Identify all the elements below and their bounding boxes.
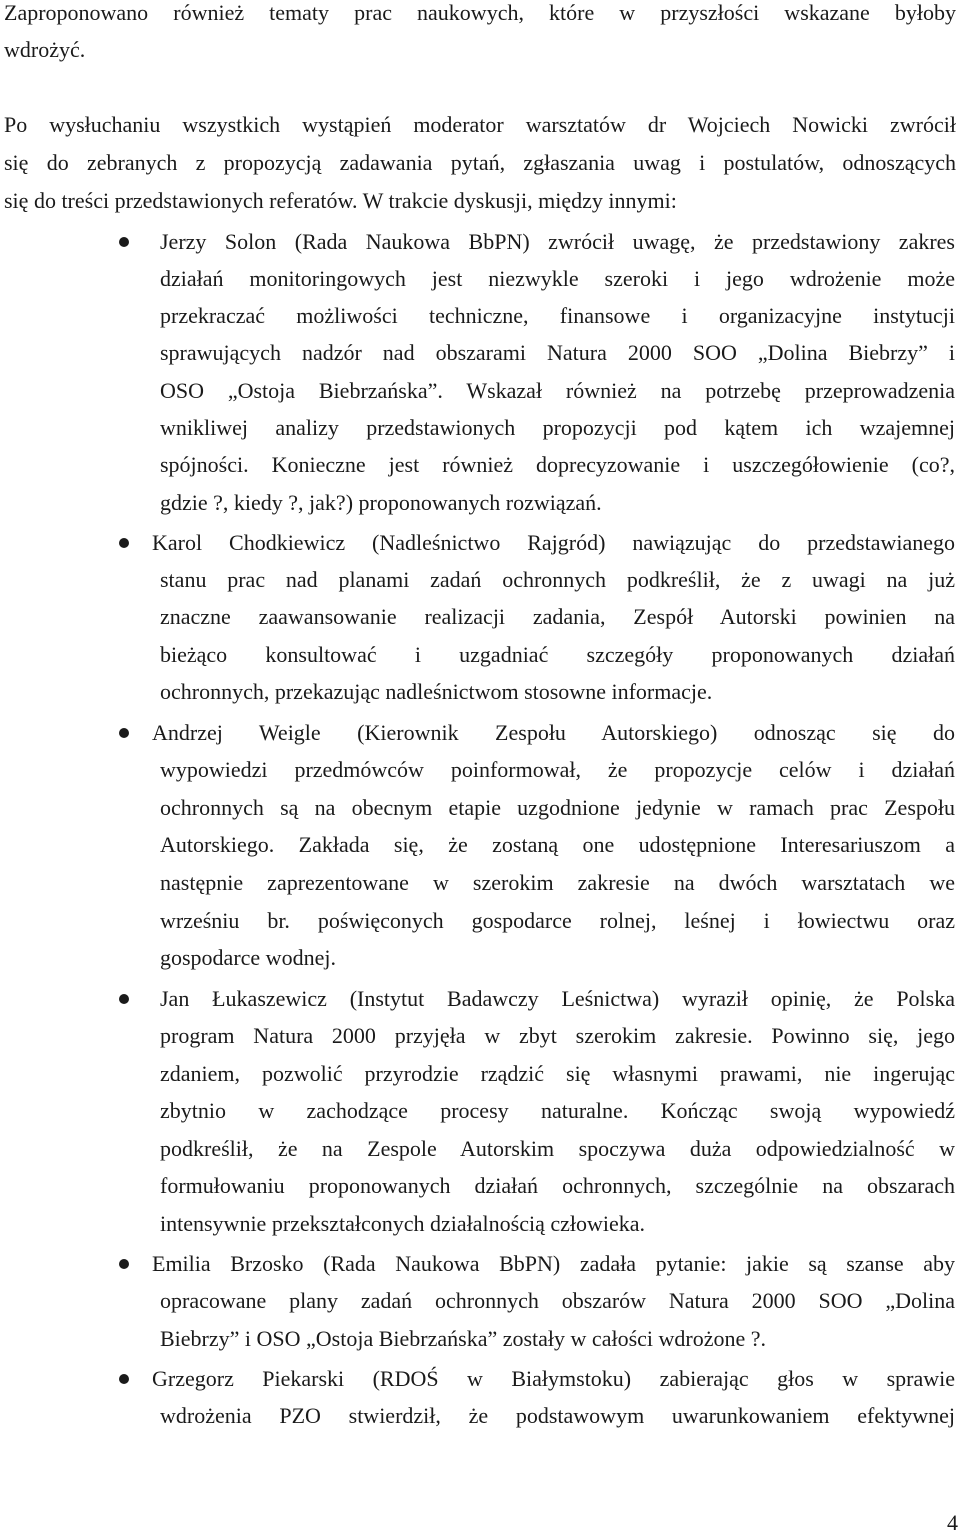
- text-line: działań monitoringowych jest niezwykle szeroki i jego wdrożenie może: [160, 266, 955, 291]
- bullet-dot-icon: [119, 1374, 129, 1384]
- text-line: wrześniu br. poświęconych gospodarce rolnej, leśnej i łowiectwu oraz: [160, 908, 955, 933]
- text-line: intensywnie przekształconych działalnością człowieka.: [160, 1211, 646, 1236]
- text-line: przekraczać możliwości techniczne, finansowe i organizacyjne instytucji: [160, 303, 955, 328]
- text-line: wdrożyć.: [4, 37, 86, 62]
- text-line: Biebrzy” i OSO „Ostoja Biebrzańska” zostały w całości wdrożone ?.: [160, 1326, 767, 1351]
- text-line: gdzie ?, kiedy ?, jak?) proponowanych rozwiązań.: [160, 490, 602, 515]
- page-number: 4: [947, 1510, 958, 1535]
- text-line: następnie zaprezentowane w szerokim zakresie na dwóch warsztatach we: [160, 870, 955, 895]
- text-line: się do zebranych z propozycją zadawania pytań, zgłaszania uwag i postulatów, odnoszących: [4, 150, 956, 175]
- text-line: spójności. Konieczne jest również doprecyzowanie i uszczegółowienie (co?,: [160, 452, 955, 477]
- text-line: ochronnych, przekazując nadleśnictwom stosowne informacje.: [160, 679, 713, 704]
- text-line: Jerzy Solon (Rada Naukowa BbPN) zwrócił uwagę, że przedstawiony zakres: [160, 229, 955, 254]
- text-line: wdrożenia PZO stwierdził, że podstawowym uwarunkowaniem efektywnej: [160, 1403, 955, 1428]
- text-line: zbytnio w zachodzące procesy naturalne. Kończąc swoją wypowiedź: [160, 1098, 955, 1123]
- bullet-dot-icon: [119, 1259, 129, 1269]
- bullet-dot-icon: [119, 994, 129, 1004]
- text-line: stanu prac nad planami zadań ochronnych podkreślił, że z uwagi na już: [160, 567, 955, 592]
- text-line: Zaproponowano również tematy prac naukowych, które w przyszłości wskazane byłoby: [4, 0, 956, 25]
- text-line: Po wysłuchaniu wszystkich wystąpień moderator warsztatów dr Wojciech Nowicki zwrócił: [4, 112, 956, 137]
- text-line: wypowiedzi przedmówców poinformował, że propozycje celów i działań: [160, 757, 955, 782]
- text-line: Emilia Brzosko (Rada Naukowa BbPN) zadała pytanie: jakie są szanse aby: [152, 1251, 955, 1276]
- text-line: Karol Chodkiewicz (Nadleśnictwo Rajgród) nawiązując do przedstawianego: [152, 530, 955, 555]
- text-line: ochronnych są na obecnym etapie uzgodnione jedynie w ramach prac Zespołu: [160, 795, 955, 820]
- text-line: program Natura 2000 przyjęła w zbyt szerokim zakresie. Powinno się, jego: [160, 1023, 955, 1048]
- text-line: Autorskiego. Zakłada się, że zostaną one udostępnione Interesariuszom a: [160, 832, 955, 857]
- bullet-dot-icon: [119, 538, 129, 548]
- text-line: OSO „Ostoja Biebrzańska”. Wskazał również na potrzebę przeprowadzenia: [160, 378, 955, 403]
- text-line: się do treści przedstawionych referatów. W trakcie dyskusji, między innymi:: [4, 188, 677, 213]
- text-line: Andrzej Weigle (Kierownik Zespołu Autorskiego) odnosząc się do: [152, 720, 955, 745]
- text-line: zdaniem, pozwolić przyrodzie rządzić się własnymi prawami, nie ingerując: [160, 1061, 955, 1086]
- text-line: Grzegorz Piekarski (RDOŚ w Białymstoku) zabierając głos w sprawie: [152, 1366, 955, 1391]
- text-line: opracowane plany zadań ochronnych obszarów Natura 2000 SOO „Dolina: [160, 1288, 955, 1313]
- text-line: znaczne zaawansowanie realizacji zadania, Zespół Autorski powinien na: [160, 604, 955, 629]
- text-line: wnikliwej analizy przedstawionych propozycji pod kątem ich wzajemnej: [160, 415, 955, 440]
- bullet-dot-icon: [119, 237, 129, 247]
- text-line: podkreślił, że na Zespole Autorskim spoczywa duża odpowiedzialność w: [160, 1136, 955, 1161]
- text-line: formułowaniu proponowanych działań ochronnych, szczególnie na obszarach: [160, 1173, 955, 1198]
- text-line: Jan Łukaszewicz (Instytut Badawczy Leśnictwa) wyraził opinię, że Polska: [160, 986, 955, 1011]
- text-line: gospodarce wodnej.: [160, 945, 336, 970]
- text-line: sprawujących nadzór nad obszarami Natura 2000 SOO „Dolina Biebrzy” i: [160, 340, 955, 365]
- bullet-dot-icon: [119, 728, 129, 738]
- text-line: bieżąco konsultować i uzgadniać szczegóły proponowanych działań: [160, 642, 955, 667]
